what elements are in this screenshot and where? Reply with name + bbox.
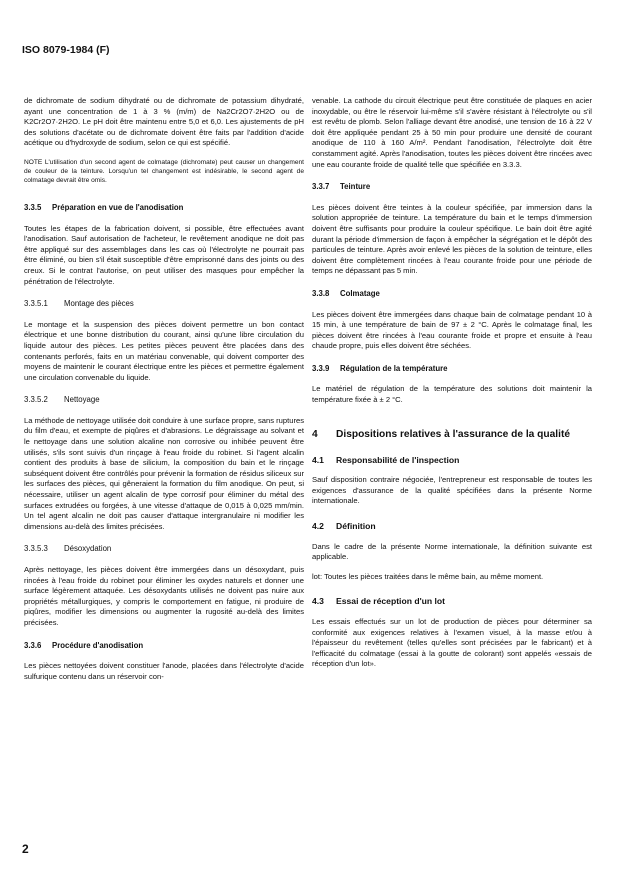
paragraph-4-3: Les essais effectués sur un lot de production de pièces pour déterminer sa conformité aux exigences relatives à l'examen visuel, à la masse et/ou à l'épaisseur du revêtement (telles qu'elles sont précisées par le fabricant) et à l'efficacité du colmatage (essai à la goutte de colorant) sont appelés «essais de réception d'un lot». <box>312 617 592 669</box>
heading-3-3-5-3 <box>24 544 304 555</box>
heading-3-3-5-2 <box>24 395 304 406</box>
section-title: Définition <box>336 521 376 532</box>
paragraph-3-3-9: Le matériel de régulation de la température des solutions doit maintenir la température fixée à ± 2 °C. <box>312 384 592 405</box>
section-number: 3.3.5.2 <box>24 395 48 405</box>
section-number: 3.3.5.3 <box>24 544 48 554</box>
section-title: Colmatage <box>340 288 380 298</box>
section-title: Montage des pièces <box>64 299 134 309</box>
section-title: Désoxydation <box>64 544 112 554</box>
heading-4-3 <box>312 596 592 607</box>
note: NOTE L'utilisation d'un second agent de colmatage (dichromate) peut causer un changement de couleur de la teinture. Lorsqu'un tel changement est indésirable, le second agent de colmatage devrait être omis. <box>24 158 304 184</box>
paragraph-intro: de dichromate de sodium dihydraté ou de dichromate de potassium dihydraté, ayant une concentration de 1 à 3 % (m/m) de Na2Cr2O7·2H2O ou de K2Cr2O7·2H2O. Le pH doit être maintenu entre 5,0 et 6,0. Les ajustements de pH des solutions d'acétate ou de dichromate doivent être faits par l'addition d'acide acétique ou d'hydroxyde de sodium, selon ce qui est spécifié. <box>24 96 304 148</box>
heading-3-3-5 <box>24 203 304 214</box>
section-number: 4.3 <box>312 596 324 607</box>
right-column <box>312 96 592 679</box>
paragraph-3-3-5: Toutes les étapes de la fabrication doivent, si possible, être effectuées avant l'anodisation. Sauf autorisation de l'acheteur, le revêtement anodique ne doit pas être appliqué sur des assemblages dans les cas où l'électrolyte ne pourrait pas être éliminé, ou bien s'il était susceptible d'être emprisonné dans des joints ou des creux. Si le contrat l'autorise, on peut utiliser des masques pour empêcher la pénétration de l'électrolyte. <box>24 223 304 286</box>
heading-3-3-6 <box>24 641 304 652</box>
heading-4 <box>312 428 592 441</box>
heading-4-1 <box>312 455 592 466</box>
section-title: Préparation en vue de l'anodisation <box>52 202 184 212</box>
document-header: ISO 8079-1984 (F) <box>22 44 110 56</box>
heading-3-3-8 <box>312 289 592 300</box>
definition-lot: lot: Toutes les pièces traitées dans le même bain, au même moment. <box>312 571 544 581</box>
section-title: Responsabilité de l'inspection <box>336 454 460 465</box>
paragraph-4-1: Sauf disposition contraire négociée, l'entrepreneur est responsable de toutes les exigences d'assurance de la qualité spécifiées dans la présente Norme internationale. <box>312 475 592 506</box>
section-title: Procédure d'anodisation <box>52 640 144 650</box>
section-number: 3.3.5 <box>24 202 42 212</box>
paragraph-3-3-5-1: Le montage et la suspension des pièces doivent permettre un bon contact électrique et une bonne distribution du courant, ainsi qu'une libre circulation du liquide autour des pièces. Les petites pièces peuvent être placées dans des contenants perforés, faits en un matériau convenable, qui doivent comporter des moyens de maintenir le courant électrique entre les pièces et permettre également une circulation convenable du liquide. <box>24 319 304 382</box>
paragraph-3-3-8: Les pièces doivent être immergées dans chaque bain de colmatage pendant 10 à 15 min, à une température de bain de 97 ± 2 °C. Après le colmatage final, les pièces doivent être rincées à l'eau courante froide et propre et ensuite à l'eau chaude propre, puis elles doivent être séchées. <box>312 309 592 351</box>
page-number: 2 <box>22 842 29 856</box>
heading-3-3-5-1 <box>24 299 304 310</box>
paragraph-3-3-5-3: Après nettoyage, les pièces doivent être immergées dans un désoxydant, puis rincées à l'eau froide du robinet pour éliminer les oxydes naturels et donner une surface légèrement attaquée. Les désoxydants utilisés ne doivent pas nuire aux propriétés métallurgiques, y compris le comportement en fatigue, ni produire de piqûres, modifier les dimensions ou augmenter la rugosité au-delà des limites précisées. <box>24 565 304 627</box>
section-title: Nettoyage <box>64 395 100 405</box>
section-number: 4.1 <box>312 454 324 465</box>
paragraph-3-3-5-2: La méthode de nettoyage utilisée doit conduire à une surface propre, sans ruptures du film d'eau, et exempte de piqûres et d'abrasions. Le dégraissage au solvant et le nettoyage dans une solution alcaline non corrosive ou inhibée peuvent être utilisés, s'ils sont suivis d'un rinçage à l'eau froide du robinet. Si l'agent alcalin contient des produits à base de silicium, la composition du bain et le rinçage subséquent doivent être contrôlés pour prévenir la formation de résidus siliceux sur les surfaces des pièces, qui gêneraient la formation du film anodique. On peut, si nécessaire, utiliser un agent alcalin de type corrosif pour éliminer du métal des surfaces extrudées ou forgées, à une vitesse d'attaque de 0,015 à 0,025 mm/min. Un tel agent alcalin ne doit pas causer d'attaque intergranulaire ni modifier les dimensions au-delà des limites précisées. <box>24 415 304 531</box>
section-number: 4.2 <box>312 521 324 532</box>
section-number: 4 <box>312 428 318 440</box>
section-number: 3.3.9 <box>312 363 330 373</box>
section-number: 3.3.6 <box>24 640 42 650</box>
paragraph-4-2: Dans le cadre de la présente Norme internationale, la définition suivante est applicable. <box>312 541 592 562</box>
heading-3-3-7 <box>312 182 592 193</box>
section-title: Teinture <box>340 182 371 192</box>
heading-4-2 <box>312 521 592 532</box>
left-column <box>24 96 304 691</box>
section-number: 3.3.8 <box>312 288 330 298</box>
section-number: 3.3.7 <box>312 182 330 192</box>
heading-3-3-9 <box>312 364 592 375</box>
paragraph-continued: venable. La cathode du circuit électrique peut être constituée de plaques en acier inoxydable, ou être le réservoir lui-même s'il s'avère résistant à l'électrolyte ou s'il est revêtu de plomb. Selon l'alliage devant être anodisé, une tension de 16 à 22 V doit être appliquée pendant 25 à 50 min pour produire une densité de courant anodique de 110 à 160 A/m². Pendant l'anodisation, l'électrolyte doit être constamment agité. Après l'anodisation, toutes les pièces doivent être rincées avec une eau courante froide de qualité telle que spécifiée en 3.3.3. <box>312 96 592 169</box>
section-title: Dispositions relatives à l'assurance de la qualité <box>336 428 570 440</box>
section-number: 3.3.5.1 <box>24 299 48 309</box>
paragraph-3-3-6: Les pièces nettoyées doivent constituer l'anode, placées dans l'électrolyte d'acide sulfurique contenu dans un réservoir con- <box>24 661 304 681</box>
section-title: Régulation de la température <box>340 363 448 373</box>
section-title: Essai de réception d'un lot <box>336 596 446 607</box>
paragraph-3-3-7: Les pièces doivent être teintes à la couleur spécifiée, par immersion dans la solution appropriée de teinture. La température du bain et le temps d'immersion doivent être suffisants pour produire la couleur spécifique. Le bain doit être agité durant la période d'immersion de façon à empêcher la ségrégation et le dépôt des particules de teinture. Après avoir enlevé les pièces de la solution de teinture, elles doivent être complètement rincées à l'eau courante froide pour une période de temps ne dépassant pas 5 min. <box>312 202 592 276</box>
